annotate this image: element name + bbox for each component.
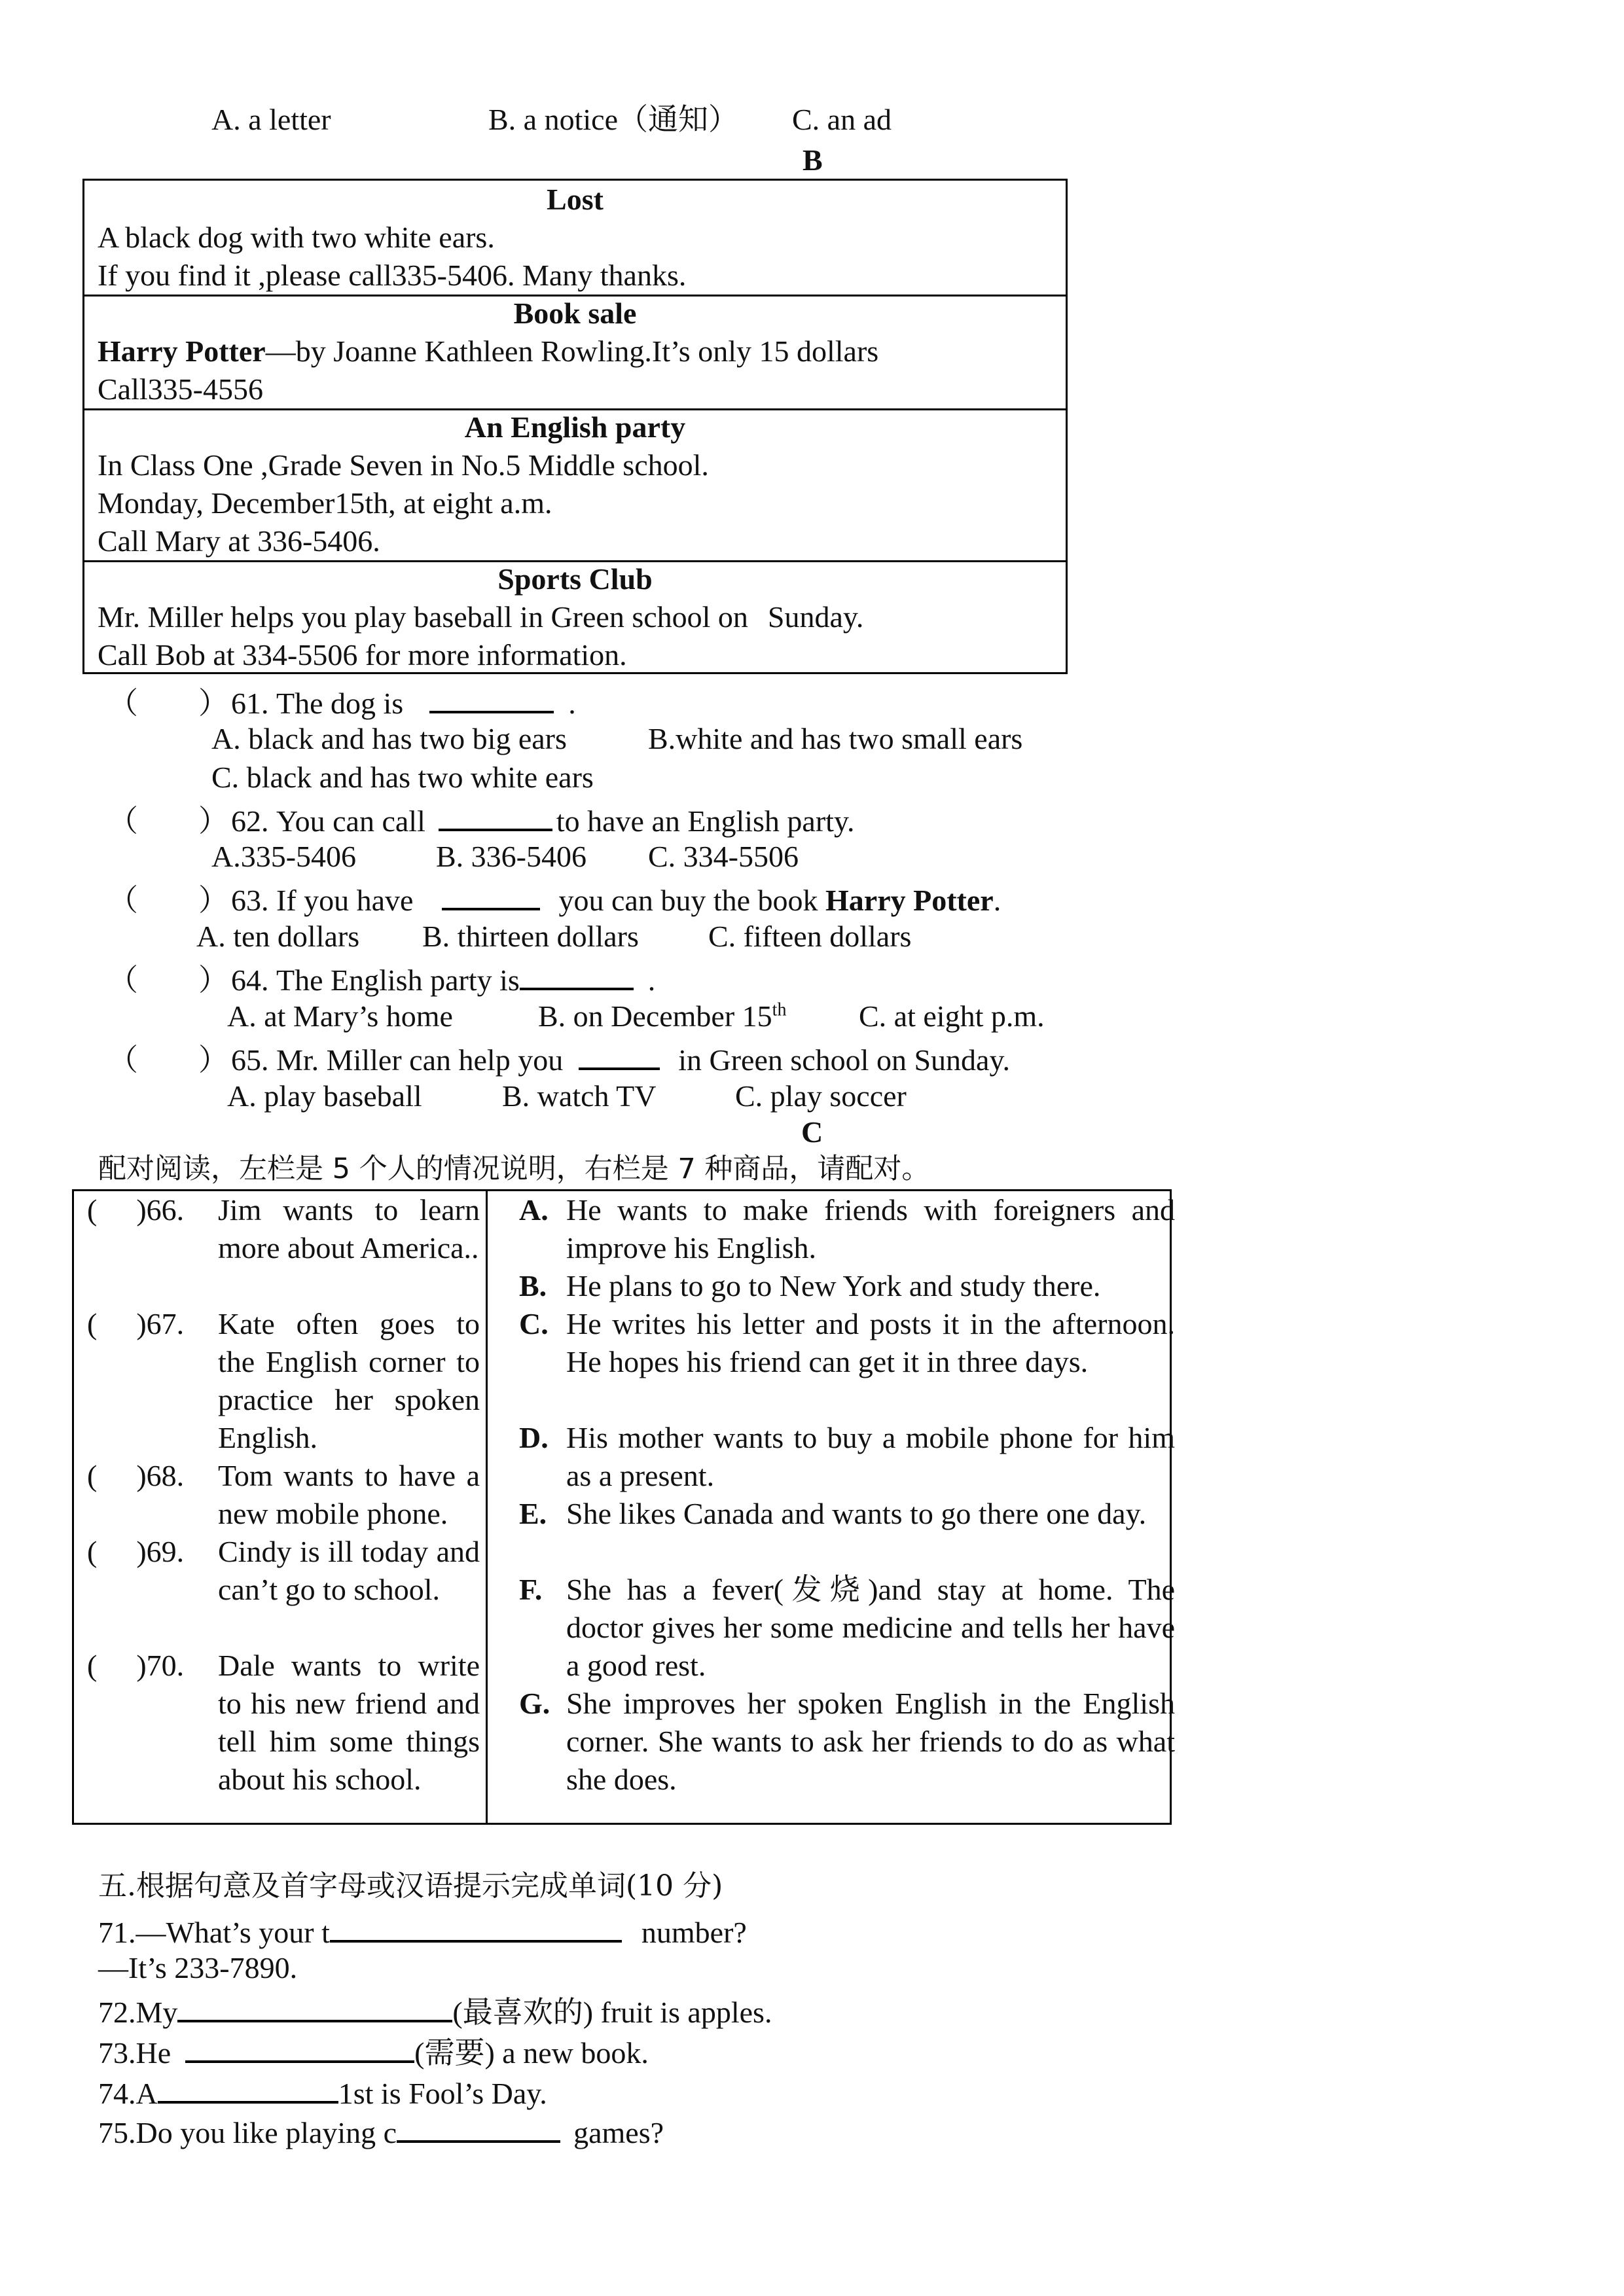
option-letter: G. — [519, 1687, 550, 1720]
question-stem: 74.A — [98, 2077, 158, 2110]
question-75 — [98, 2114, 664, 2148]
ad-title: An English party — [464, 410, 686, 444]
q61-option-a: A. black and has two big ears — [211, 722, 567, 755]
answer-blank[interactable] — [439, 802, 552, 831]
question-stem-end: 1st is Fool’s Day. — [338, 2077, 547, 2110]
q64-option-b-text: B. on December 15 — [538, 999, 772, 1033]
item-text: Cindy is ill today and can’t go to school. — [218, 1535, 480, 1606]
ad-line: Call335-4556 — [98, 372, 263, 406]
q64-option-c: C. at eight p.m. — [859, 999, 1045, 1033]
answer-paren[interactable] — [87, 1533, 184, 1571]
book-title-bold: Harry Potter — [825, 884, 994, 917]
item-text: Tom wants to have a new mobile phone. — [218, 1459, 480, 1530]
ad-line-part: Mr. Miller helps you play baseball in Green school on — [98, 600, 748, 634]
matching-table — [72, 1189, 1175, 1825]
ads-box — [82, 179, 1068, 674]
question-stem-end: (需要) a new book. — [414, 2036, 649, 2070]
ad-english-party — [84, 408, 1066, 560]
question-62 — [108, 802, 854, 836]
answer-blank[interactable] — [429, 685, 554, 713]
question-74 — [98, 2075, 547, 2109]
answer-paren[interactable]: （ ） — [108, 1043, 228, 1077]
question-61 — [108, 685, 576, 719]
question-stem-end: you can buy the book — [558, 884, 818, 917]
paren-open: ( — [87, 1193, 98, 1227]
option-b-notice: B. a notice（通知） — [488, 103, 738, 136]
ad-book-sale — [84, 295, 1066, 408]
question-73 — [98, 2034, 649, 2068]
q64-option-a: A. at Mary’s home — [227, 999, 453, 1033]
question-stem: 63. If you have — [231, 884, 414, 917]
question-72 — [98, 1994, 772, 2028]
q63-option-b: B. thirteen dollars — [422, 920, 639, 953]
ad-title: Book sale — [513, 296, 637, 330]
item-text: Jim wants to learn more about America.. — [218, 1193, 480, 1265]
option-text: His mother wants to buy a mobile phone for him as a present. — [566, 1421, 1175, 1492]
question-stem: 65. Mr. Miller can help you — [231, 1043, 564, 1077]
question-stem: 62. You can call — [231, 804, 425, 838]
question-stem-end: . — [568, 687, 576, 720]
option-letter: A. — [519, 1193, 549, 1227]
q64-option-b — [538, 1001, 786, 1031]
option-letter: C. — [519, 1307, 549, 1340]
item-number: )67. — [136, 1307, 185, 1340]
question-stem-end: (最喜欢的) fruit is apples. — [452, 1996, 772, 2029]
question-stem: 75.Do you like playing c — [98, 2116, 397, 2149]
ad-line — [98, 598, 1053, 636]
question-stem-end: . — [647, 963, 656, 997]
answer-paren[interactable] — [87, 1305, 184, 1343]
section-5-heading: 五.根据句意及首字母或汉语提示完成单词(10 分) — [98, 1869, 723, 1903]
option-text: She likes Canada and wants to go there one day. — [566, 1497, 1147, 1530]
ad-line: In Class One ,Grade Seven in No.5 Middle school. — [98, 448, 709, 482]
option-text: He plans to go to New York and study there. — [566, 1269, 1101, 1302]
answer-paren[interactable] — [87, 1191, 184, 1229]
q65-option-a: A. play baseball — [227, 1079, 422, 1113]
q65-option-b: B. watch TV — [502, 1079, 657, 1113]
question-stem: 73.He — [98, 2036, 171, 2070]
option-c-ad: C. an ad — [792, 103, 892, 136]
option-letter: B. — [519, 1269, 547, 1302]
ad-line: A black dog with two white ears. — [98, 221, 495, 254]
option-text: She has a fever(发烧)and stay at home. The doctor gives her some medicine and tells her have a good rest. — [566, 1573, 1175, 1682]
answer-blank[interactable] — [177, 1994, 452, 2022]
section-b-label: B — [803, 143, 823, 177]
answer-blank[interactable] — [185, 2034, 414, 2063]
item-number: )66. — [136, 1193, 185, 1227]
item-number: )70. — [136, 1649, 185, 1682]
option-text: He wants to make friends with foreigners and improve his English. — [566, 1193, 1175, 1265]
question-71-answer: —It’s 233-7890. — [98, 1951, 298, 1984]
question-stem: 72.My — [98, 1996, 178, 2029]
answer-paren[interactable] — [87, 1647, 184, 1685]
paren-open: ( — [87, 1307, 98, 1340]
question-63 — [108, 882, 1001, 916]
option-a-letter: A. a letter — [211, 103, 331, 136]
question-stem-end: to have an English party. — [556, 804, 855, 838]
answer-blank[interactable] — [330, 1914, 622, 1943]
question-stem-end: in Green school on Sunday. — [678, 1043, 1010, 1077]
book-desc: —by Joanne Kathleen Rowling.It’s only 15 dollars — [265, 334, 879, 368]
question-stem-end: games? — [573, 2116, 664, 2149]
q62-option-a: A.335-5406 — [211, 840, 357, 873]
option-letter: F. — [519, 1573, 543, 1606]
q62-option-c: C. 334-5506 — [648, 840, 799, 873]
item-text: Kate often goes to the English corner to practice her spoken English. — [218, 1307, 480, 1454]
ad-line: Call Mary at 336-5406. — [98, 524, 380, 558]
question-stem: 61. The dog is — [231, 687, 404, 720]
q63-option-a: A. ten dollars — [196, 920, 360, 953]
item-number: )68. — [136, 1459, 185, 1492]
answer-blank[interactable] — [397, 2114, 560, 2143]
option-letter: E. — [519, 1497, 547, 1530]
answer-paren[interactable]: （ ） — [108, 804, 228, 838]
paren-open: ( — [87, 1649, 98, 1682]
answer-paren[interactable]: （ ） — [108, 963, 228, 997]
ad-line — [98, 332, 1053, 370]
option-letter: D. — [519, 1421, 549, 1454]
section-c-label: C — [801, 1115, 823, 1149]
book-title: Harry Potter — [98, 334, 266, 368]
section-c-instruction: 配对阅读，左栏是 5 个人的情况说明，右栏是 7 种商品，请配对。 — [98, 1153, 930, 1185]
answer-blank[interactable] — [520, 961, 634, 990]
ad-line: Call Bob at 334-5506 for more information. — [98, 638, 627, 672]
q61-option-c: C. black and has two white ears — [211, 761, 594, 794]
question-stem-end: . — [993, 884, 1001, 917]
ad-title: Lost — [547, 183, 604, 216]
item-number: )69. — [136, 1535, 185, 1568]
ad-lost — [84, 181, 1066, 295]
answer-blank[interactable] — [442, 882, 540, 910]
question-71 — [98, 1914, 747, 1948]
answer-paren[interactable] — [87, 1457, 184, 1495]
ad-line: Monday, December15th, at eight a.m. — [98, 486, 552, 520]
paren-open: ( — [87, 1535, 98, 1568]
q65-option-c: C. play soccer — [735, 1079, 907, 1113]
option-text: She improves her spoken English in the English corner. She wants to ask her friends to do as what she does. — [566, 1687, 1175, 1796]
paren-open: ( — [87, 1459, 98, 1492]
ad-title: Sports Club — [497, 562, 653, 596]
question-64 — [108, 961, 655, 996]
answer-blank[interactable] — [158, 2075, 338, 2104]
option-text: He writes his letter and posts it in the afternoon. He hopes his friend can get it in three days. — [566, 1307, 1175, 1378]
q63-option-c: C. fifteen dollars — [708, 920, 912, 953]
question-65 — [108, 1041, 1010, 1075]
ad-line: If you find it ,please call335-5406. Many thanks. — [98, 259, 687, 292]
ad-sports-club — [84, 560, 1066, 674]
q62-option-b: B. 336-5406 — [436, 840, 586, 873]
ad-line-part: Sunday. — [767, 600, 864, 634]
question-stem-end: number? — [641, 1916, 747, 1949]
item-text: Dale wants to write to his new friend and tell him some things about his school. — [218, 1649, 480, 1796]
answer-paren[interactable]: （ ） — [108, 687, 228, 720]
ordinal-suffix: th — [772, 999, 787, 1020]
question-stem: 64. The English party is — [231, 963, 520, 997]
q61-option-b: B.white and has two small ears — [648, 722, 1023, 755]
question-stem: 71.—What’s your t — [98, 1916, 330, 1949]
answer-blank[interactable] — [579, 1041, 660, 1070]
answer-paren[interactable]: （ ） — [108, 884, 228, 917]
